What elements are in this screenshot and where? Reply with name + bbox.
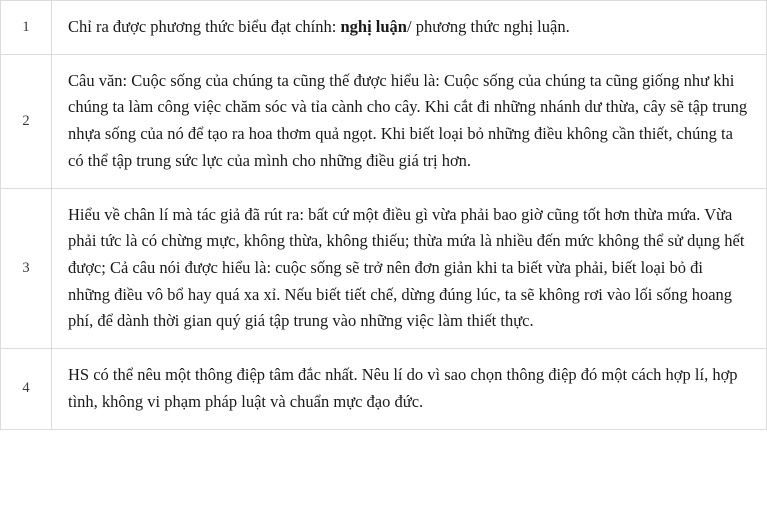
row-number: 4 [1, 349, 52, 429]
row-text-emphasis: nghị luận [340, 17, 407, 36]
row-content [52, 1, 767, 55]
row-text-after: / phương thức nghị luận. [406, 17, 570, 36]
row-content: HS có thể nêu một thông điệp tâm đắc nhất. Nêu lí do vì sao chọn thông điệp đó một cách hợp lí, hợp tình, không vi phạm pháp luật và chuẩn mực đạo đức. [52, 349, 767, 429]
row-number: 1 [1, 1, 52, 55]
row-content: Câu văn: Cuộc sống của chúng ta cũng thế được hiểu là: Cuộc sống của chúng ta cũng giống như khi chúng ta làm công việc chăm sóc và tỉa cành cho cây. Khi cắt đi những nhánh dư thừa, cây sẽ tập trung nhựa sống của nó để tạo ra hoa thơm quả ngọt. Khi biết loại bỏ những điều không cần thiết, chúng ta có thể tập trung sức lực của mình cho những điều giá trị hơn. [52, 54, 767, 188]
table-row [1, 349, 767, 429]
table-row [1, 54, 767, 188]
row-number: 2 [1, 54, 52, 188]
row-text-before: Chỉ ra được phương thức biểu đạt chính: [68, 17, 341, 36]
row-number: 3 [1, 188, 52, 349]
table-row [1, 1, 767, 55]
table-row [1, 188, 767, 349]
row-content: Hiểu về chân lí mà tác giả đã rút ra: bất cứ một điều gì vừa phải bao giờ cũng tốt hơn thừa mứa. Vừa phải tức là có chừng mực, không thừa, không thiếu; thừa mứa là nhiều đến mức không thể sử dụng hết được; Cả câu nói được hiểu là: cuộc sống sẽ trở nên đơn giản khi ta biết vừa phải, biết loại bỏ đi những điều vô bổ hay quá xa xỉ. Nếu biết tiết chế, dừng đúng lúc, ta sẽ không rơi vào lối sống hoang phí, để dành thời gian quý giá tập trung vào những việc làm thiết thực. [52, 188, 767, 349]
